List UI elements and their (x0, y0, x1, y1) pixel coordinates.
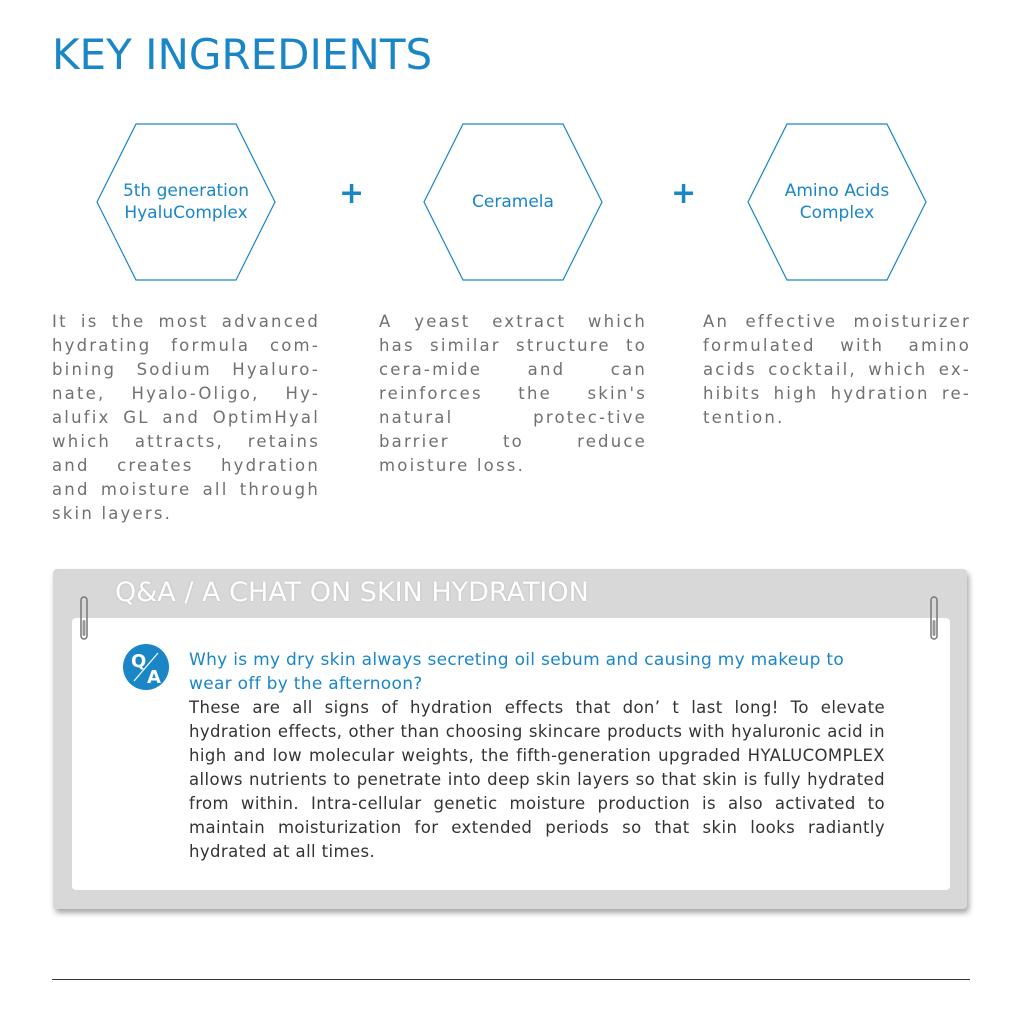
page-title: KEY INGREDIENTS (52, 30, 433, 79)
ingredient-name: 5th generation HyaluComplex (122, 181, 250, 223)
ingredient-description-2: A yeast extract which has similar structure to cera-mide and can reinforces the skin's natural protec-tive barrier to reduce moisture loss. (379, 312, 647, 475)
binder-ring-icon (930, 596, 938, 640)
qa-badge-icon (122, 643, 170, 691)
qa-header: Q&A / A CHAT ON SKIN HYDRATION (115, 577, 589, 608)
plus-icon: + (339, 176, 365, 211)
ingredient-hexagon-1 (96, 123, 276, 281)
qa-question: Why is my dry skin always secreting oil sebum and causing my makeup to wear off by the afternoon? (189, 650, 845, 694)
bottom-divider (52, 979, 970, 980)
ingredient-hexagon-2 (423, 123, 603, 281)
ingredient-hexagon-3 (747, 123, 927, 281)
plus-icon: + (671, 176, 697, 211)
binder-ring-icon (80, 596, 88, 640)
ingredient-description-1: It is the most advanced hydrating formula com-bining Sodium Hyaluro-nate, Hyalo-Oligo, Hy-alufix GL and OptimHyal which attracts, retains and creates hydration and moisture all through skin layers. (52, 312, 320, 523)
ingredient-name: Ceramela (472, 192, 554, 212)
ingredient-name: Amino Acids Complex (784, 181, 890, 223)
qa-answer: These are all signs of hydration effects that don’ t last long! To elevate hydration effects, other than choosing skincare products with hyaluronic acid in high and low molecular weights, the fifth-generation upgraded HYALUCOMPLEX allows nutrients to penetrate into deep skin layers so that skin is fully hydrated from within. Intra-cellular genetic moisture production is also activated to maintain moisturization for extended periods so that skin looks radiantly hydrated at all times. (189, 698, 885, 861)
qa-badge-q: Q (131, 651, 147, 672)
ingredient-description-3: An effective moisturizer formulated with amino acids cocktail, which ex-hibits high hydration re-tention. (703, 312, 971, 427)
qa-badge-a: A (147, 667, 161, 688)
